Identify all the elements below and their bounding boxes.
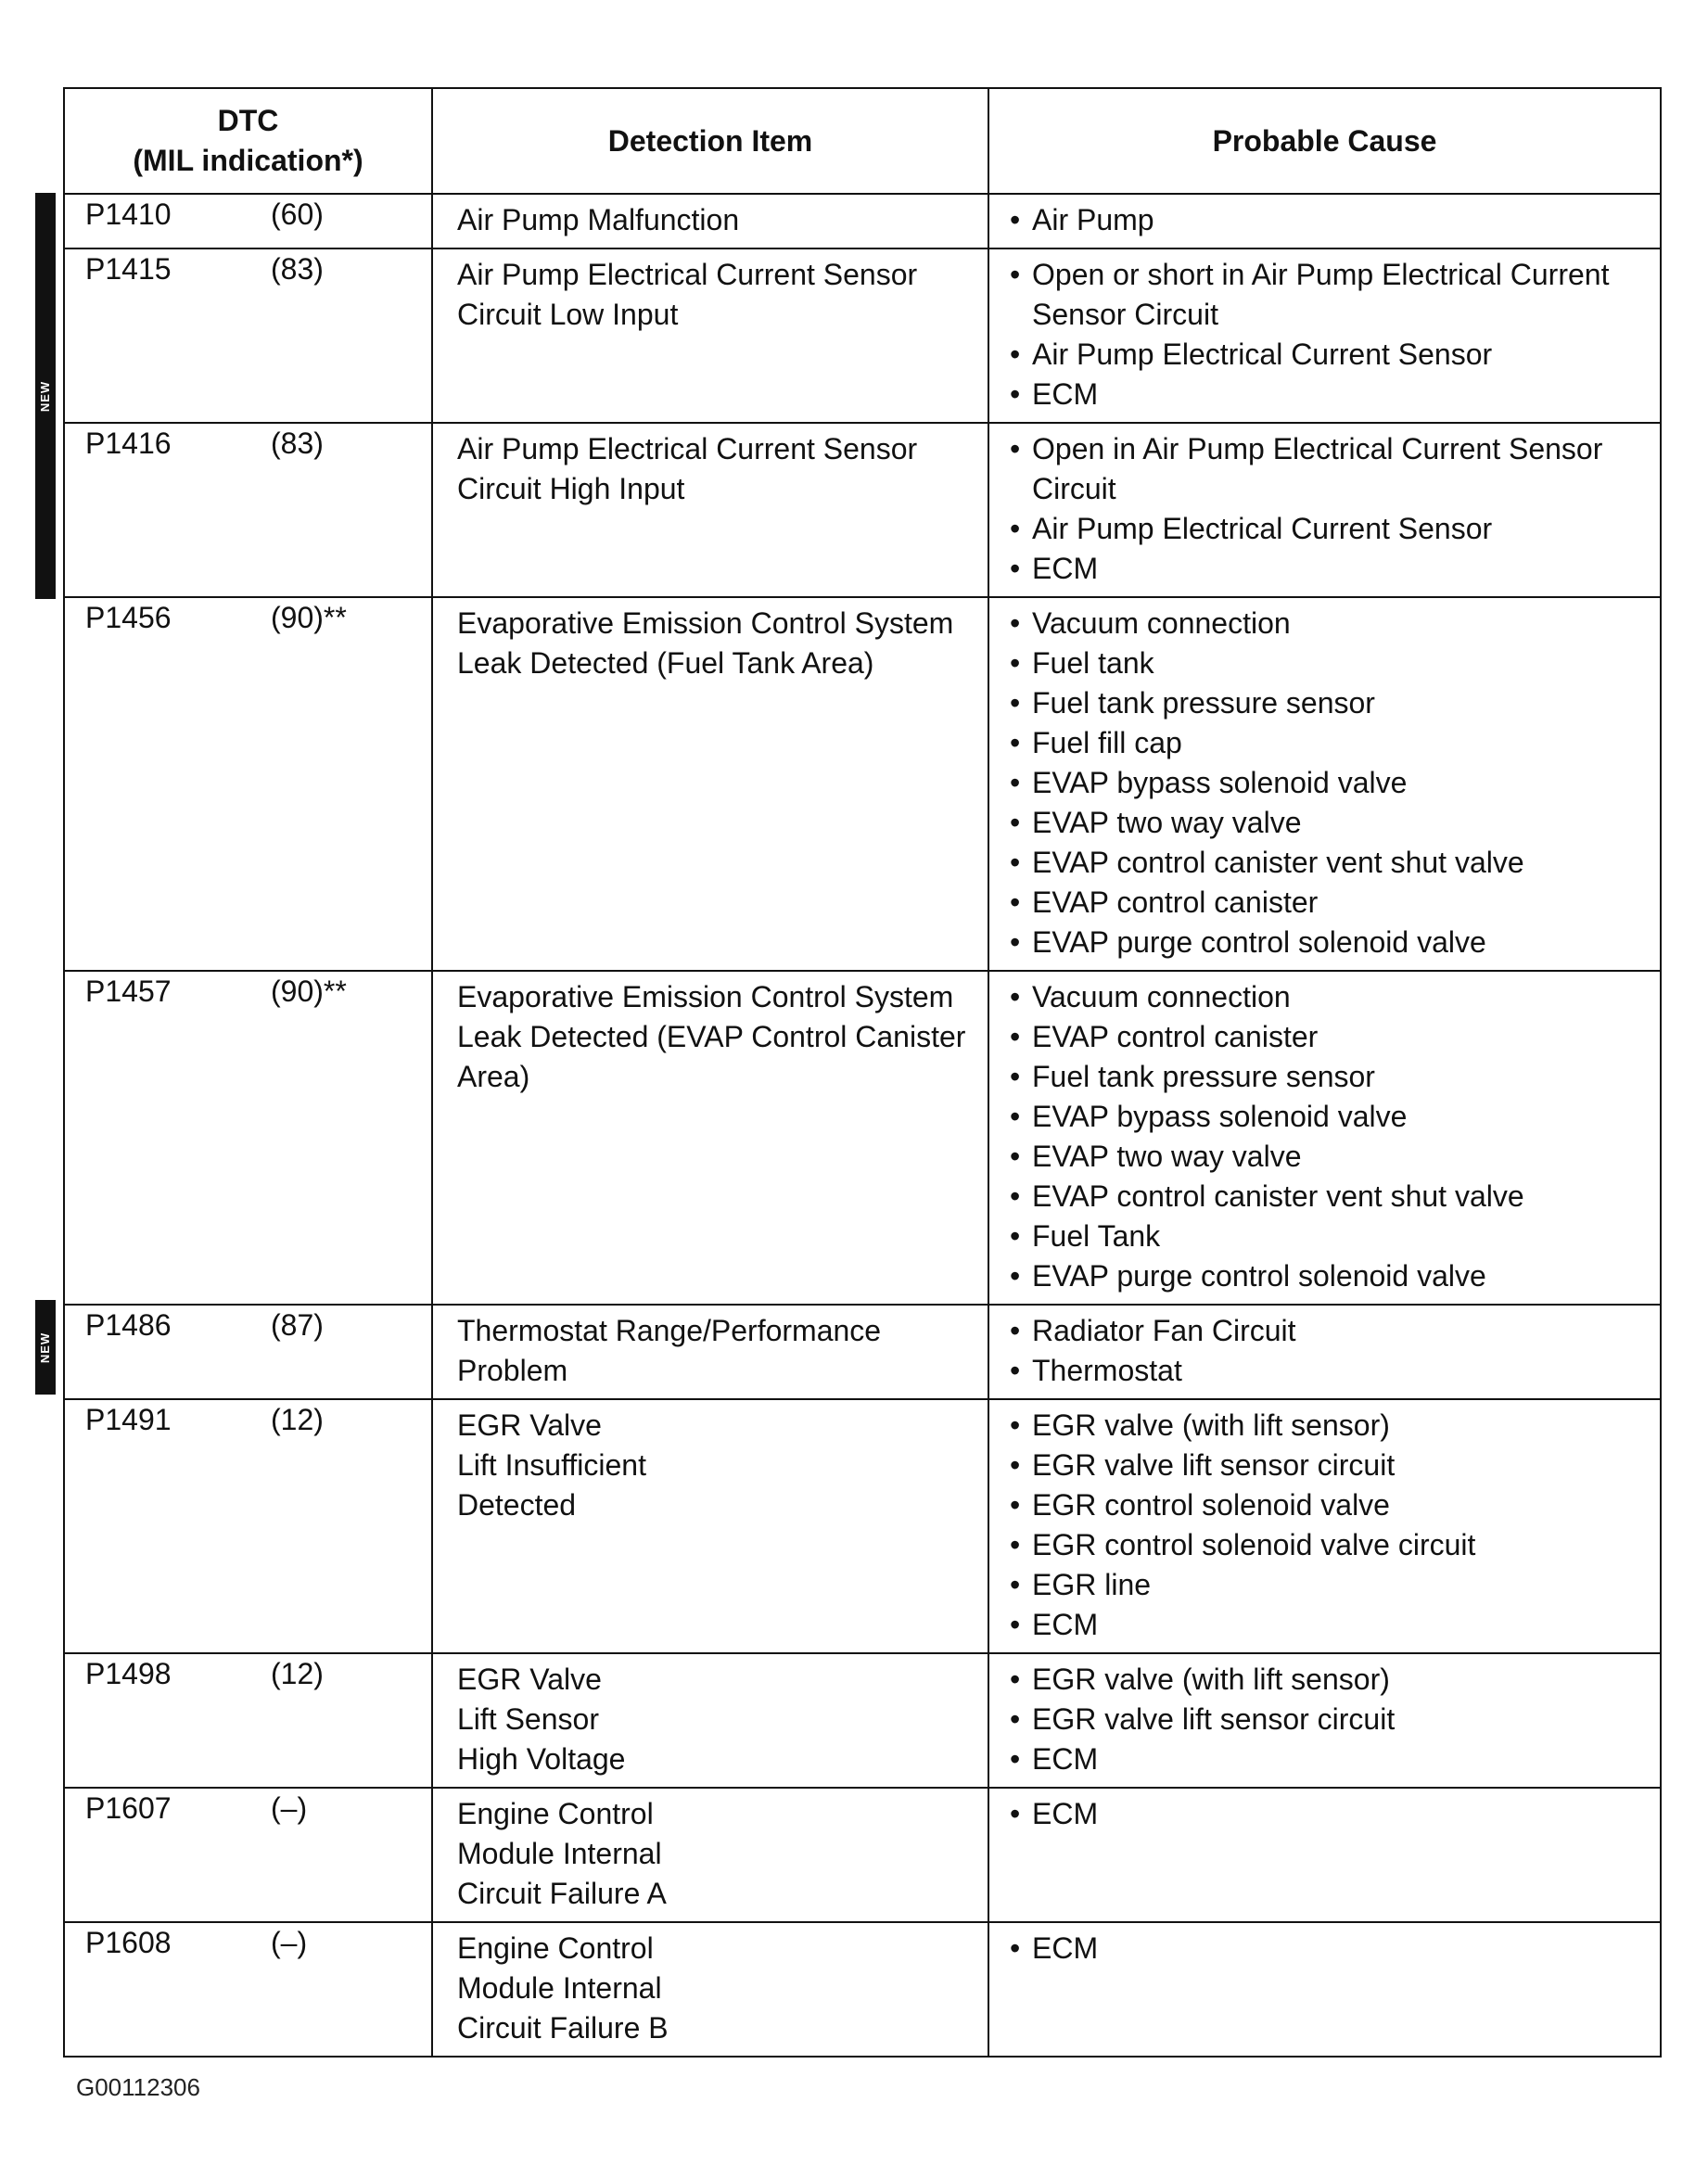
- dtc-cell: [64, 1399, 432, 1653]
- probable-cause-cell: [988, 248, 1661, 423]
- cause-item: • EGR valve lift sensor circuit: [1006, 1446, 1645, 1485]
- detection-item-cell: [432, 1922, 988, 2057]
- dtc-cell: [64, 597, 432, 971]
- cause-item: • Air Pump: [1006, 200, 1645, 240]
- figure-code: G00112306: [76, 2073, 200, 2101]
- detection-item-line: Engine Control: [457, 1797, 654, 1830]
- dtc-code: P1415: [85, 252, 172, 286]
- mil-indication: (–): [271, 1926, 308, 1959]
- detection-item-cell: [432, 1305, 988, 1399]
- table-row: [64, 194, 1661, 248]
- cause-list: [1006, 1406, 1645, 1645]
- new-marker-bar: [35, 193, 56, 599]
- cause-item: • Fuel fill cap: [1006, 723, 1645, 763]
- table-header-row: [64, 88, 1661, 194]
- probable-cause-cell: [988, 1305, 1661, 1399]
- dtc-code: P1608: [85, 1926, 172, 1959]
- cause-item: • ECM: [1006, 1794, 1645, 1834]
- header-dtc-line1: DTC: [217, 104, 279, 137]
- dtc-code: P1456: [85, 601, 172, 634]
- probable-cause-cell: [988, 423, 1661, 597]
- detection-item-line: Module Internal: [457, 1971, 662, 2005]
- mil-indication: (12): [271, 1657, 324, 1690]
- dtc-cell: [64, 971, 432, 1305]
- dtc-cell: [64, 1305, 432, 1399]
- dtc-code-group: [85, 1400, 431, 1440]
- cause-item: • EGR line: [1006, 1565, 1645, 1605]
- detection-item-cell: [432, 971, 988, 1305]
- cause-list: [1006, 1660, 1645, 1779]
- dtc-cell: [64, 423, 432, 597]
- cause-item: • EVAP bypass solenoid valve: [1006, 1097, 1645, 1137]
- mil-indication: (–): [271, 1791, 308, 1825]
- dtc-code-group: [85, 598, 431, 638]
- dtc-code-group: [85, 249, 431, 289]
- detection-item-line: Lift Insufficient: [457, 1448, 646, 1482]
- detection-item-text: Air Pump Malfunction: [457, 203, 740, 236]
- detection-item-line: Circuit Failure B: [457, 2011, 669, 2045]
- detection-item-line: High Voltage: [457, 1742, 626, 1776]
- dtc-code-group: [85, 1654, 431, 1694]
- dtc-code: P1457: [85, 975, 172, 1008]
- cause-item: • Vacuum connection: [1006, 604, 1645, 643]
- dtc-code: P1498: [85, 1657, 172, 1690]
- dtc-table-body: [64, 194, 1661, 2057]
- detection-item-cell: [432, 194, 988, 248]
- dtc-cell: [64, 1653, 432, 1788]
- cause-item: • EGR control solenoid valve: [1006, 1485, 1645, 1525]
- header-dtc-line2: (MIL indication*): [133, 144, 363, 177]
- table-row: [64, 597, 1661, 971]
- cause-item: • EVAP purge control solenoid valve: [1006, 923, 1645, 962]
- detection-item-text: Air Pump Electrical Current Sensor Circuit Low Input: [457, 258, 918, 331]
- cause-item: • EGR valve lift sensor circuit: [1006, 1700, 1645, 1739]
- cause-list: [1006, 604, 1645, 962]
- dtc-code-group: [85, 1789, 431, 1828]
- cause-item: • Radiator Fan Circuit: [1006, 1311, 1645, 1351]
- cause-item: • Air Pump Electrical Current Sensor: [1006, 509, 1645, 549]
- table-row: [64, 1399, 1661, 1653]
- mil-indication: (90)**: [271, 601, 347, 634]
- detection-item-text: Thermostat Range/Performance Problem: [457, 1314, 882, 1387]
- cause-item: • EGR valve (with lift sensor): [1006, 1406, 1645, 1446]
- dtc-code-group: [85, 1306, 431, 1345]
- cause-item: • Fuel tank pressure sensor: [1006, 1057, 1645, 1097]
- probable-cause-cell: [988, 1653, 1661, 1788]
- cause-list: [1006, 429, 1645, 589]
- cause-list: [1006, 255, 1645, 414]
- new-marker-bar: [35, 1300, 56, 1395]
- cause-list: [1006, 200, 1645, 240]
- cause-item: • Thermostat: [1006, 1351, 1645, 1391]
- header-probable-cause: Probable Cause: [988, 88, 1661, 194]
- cause-item: • EVAP purge control solenoid valve: [1006, 1256, 1645, 1296]
- dtc-cell: [64, 1922, 432, 2057]
- dtc-code: P1410: [85, 197, 172, 231]
- table-row: [64, 971, 1661, 1305]
- mil-indication: (87): [271, 1308, 324, 1342]
- detection-item-cell: [432, 248, 988, 423]
- detection-item-text: Evaporative Emission Control System Leak Detected (Fuel Tank Area): [457, 606, 954, 680]
- cause-item: • Fuel tank: [1006, 643, 1645, 683]
- probable-cause-cell: [988, 597, 1661, 971]
- detection-item-cell: [432, 1788, 988, 1922]
- dtc-code-group: [85, 1923, 431, 1963]
- table-row: [64, 423, 1661, 597]
- detection-item-line: EGR Valve: [457, 1408, 602, 1442]
- detection-item-line: Circuit Failure A: [457, 1877, 667, 1910]
- header-dtc: [64, 88, 432, 194]
- table-row: [64, 1653, 1661, 1788]
- dtc-code: P1491: [85, 1403, 172, 1436]
- detection-item-cell: [432, 597, 988, 971]
- mil-indication: (83): [271, 427, 324, 460]
- detection-item-cell: [432, 1399, 988, 1653]
- probable-cause-cell: [988, 194, 1661, 248]
- detection-item-cell: [432, 1653, 988, 1788]
- cause-item: • Fuel tank pressure sensor: [1006, 683, 1645, 723]
- new-marker-label: NEW: [38, 1331, 53, 1363]
- cause-item: • Fuel Tank: [1006, 1217, 1645, 1256]
- probable-cause-cell: [988, 1788, 1661, 1922]
- dtc-code-group: [85, 972, 431, 1012]
- cause-item: • ECM: [1006, 375, 1645, 414]
- table-row: [64, 1922, 1661, 2057]
- dtc-table: [63, 87, 1662, 2058]
- dtc-cell: [64, 194, 432, 248]
- cause-item: • ECM: [1006, 1605, 1645, 1645]
- cause-list: [1006, 1311, 1645, 1391]
- cause-item: • ECM: [1006, 1739, 1645, 1779]
- cause-item: • Vacuum connection: [1006, 977, 1645, 1017]
- mil-indication: (90)**: [271, 975, 347, 1008]
- table-row: [64, 1788, 1661, 1922]
- cause-item: • Open or short in Air Pump Electrical Current Sensor Circuit: [1006, 255, 1645, 335]
- cause-item: • ECM: [1006, 1929, 1645, 1969]
- cause-item: • Open in Air Pump Electrical Current Sensor Circuit: [1006, 429, 1645, 509]
- cause-item: • EVAP control canister: [1006, 883, 1645, 923]
- dtc-code-group: [85, 195, 431, 235]
- cause-list: [1006, 1794, 1645, 1834]
- mil-indication: (12): [271, 1403, 324, 1436]
- dtc-cell: [64, 248, 432, 423]
- detection-item-cell: [432, 423, 988, 597]
- cause-item: • EVAP control canister: [1006, 1017, 1645, 1057]
- cause-item: • EGR valve (with lift sensor): [1006, 1660, 1645, 1700]
- probable-cause-cell: [988, 1922, 1661, 2057]
- dtc-code-group: [85, 424, 431, 464]
- dtc-cell: [64, 1788, 432, 1922]
- detection-item-line: Lift Sensor: [457, 1702, 599, 1736]
- header-detection-item: Detection Item: [432, 88, 988, 194]
- cause-item: • ECM: [1006, 549, 1645, 589]
- detection-item-line: Module Internal: [457, 1837, 662, 1870]
- cause-list: [1006, 977, 1645, 1296]
- probable-cause-cell: [988, 971, 1661, 1305]
- dtc-code: P1486: [85, 1308, 172, 1342]
- probable-cause-cell: [988, 1399, 1661, 1653]
- cause-item: • EVAP two way valve: [1006, 1137, 1645, 1177]
- cause-item: • Air Pump Electrical Current Sensor: [1006, 335, 1645, 375]
- detection-item-line: Detected: [457, 1488, 577, 1522]
- table-row: [64, 248, 1661, 423]
- cause-item: • EVAP control canister vent shut valve: [1006, 1177, 1645, 1217]
- mil-indication: (83): [271, 252, 324, 286]
- table-row: [64, 1305, 1661, 1399]
- mil-indication: (60): [271, 197, 324, 231]
- cause-item: • EVAP two way valve: [1006, 803, 1645, 843]
- detection-item-text: Air Pump Electrical Current Sensor Circuit High Input: [457, 432, 918, 505]
- dtc-code: P1416: [85, 427, 172, 460]
- new-marker-label: NEW: [38, 380, 53, 412]
- detection-item-text: Evaporative Emission Control System Leak Detected (EVAP Control Canister Area): [457, 980, 966, 1093]
- detection-item-line: Engine Control: [457, 1931, 654, 1965]
- dtc-code: P1607: [85, 1791, 172, 1825]
- detection-item-line: EGR Valve: [457, 1663, 602, 1696]
- cause-item: • EVAP control canister vent shut valve: [1006, 843, 1645, 883]
- cause-list: [1006, 1929, 1645, 1969]
- cause-item: • EGR control solenoid valve circuit: [1006, 1525, 1645, 1565]
- cause-item: • EVAP bypass solenoid valve: [1006, 763, 1645, 803]
